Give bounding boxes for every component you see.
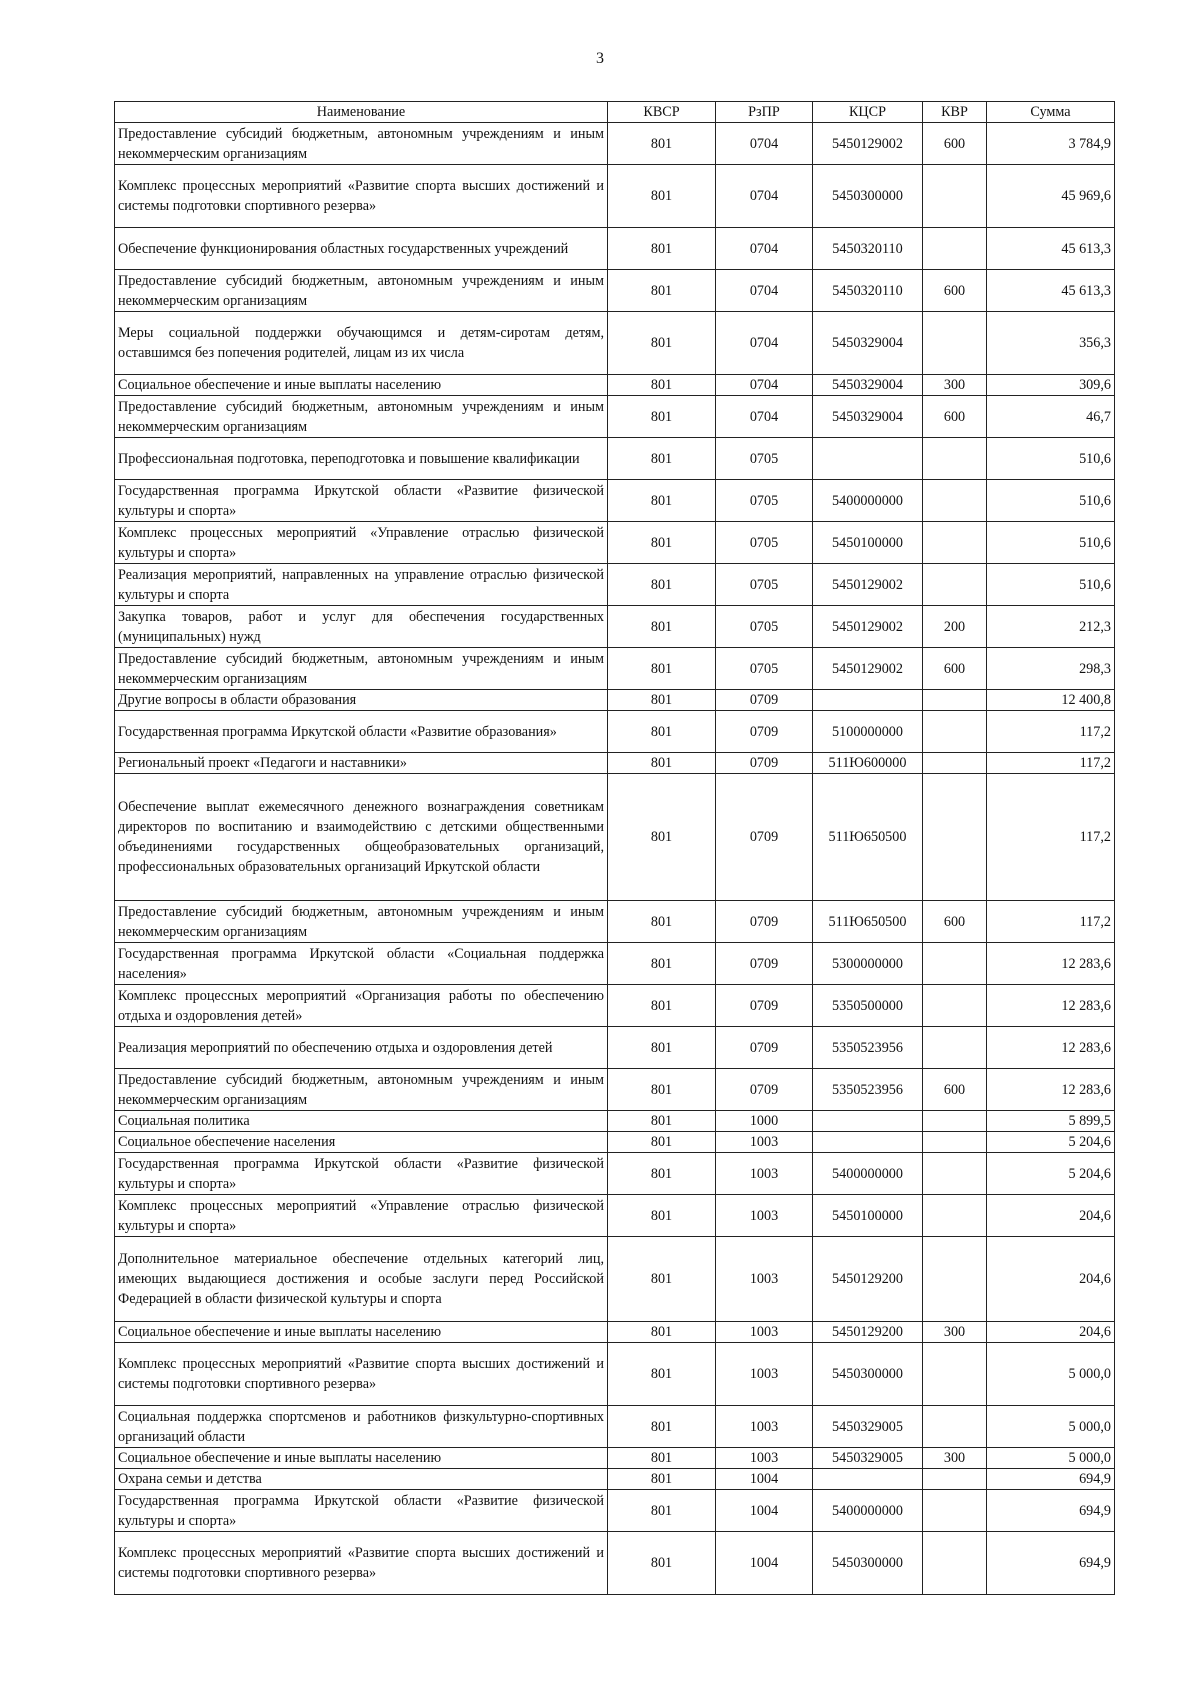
cell-rzpr: 0704 bbox=[716, 228, 813, 270]
table-row bbox=[115, 480, 1115, 522]
cell-kvr bbox=[923, 228, 987, 270]
table-row bbox=[115, 753, 1115, 774]
cell-kvsr: 801 bbox=[608, 438, 716, 480]
table-row bbox=[115, 1469, 1115, 1490]
cell-rzpr: 1003 bbox=[716, 1406, 813, 1448]
cell-sum: 45 969,6 bbox=[987, 165, 1115, 228]
cell-kcsr: 5450129002 bbox=[813, 564, 923, 606]
table-row bbox=[115, 1343, 1115, 1406]
cell-kvsr: 801 bbox=[608, 228, 716, 270]
cell-kcsr bbox=[813, 1469, 923, 1490]
cell-rzpr: 0705 bbox=[716, 438, 813, 480]
cell-rzpr: 1004 bbox=[716, 1469, 813, 1490]
cell-sum: 298,3 bbox=[987, 648, 1115, 690]
table-row bbox=[115, 438, 1115, 480]
cell-name: Предоставление субсидий бюджетным, автономным учреждениям и иным некоммерческим организациям bbox=[115, 123, 608, 165]
cell-kcsr: 5450320110 bbox=[813, 270, 923, 312]
cell-name: Социальная поддержка спортсменов и работников физкультурно-спортивных организаций области bbox=[115, 1406, 608, 1448]
cell-kvr bbox=[923, 480, 987, 522]
cell-sum: 12 400,8 bbox=[987, 690, 1115, 711]
cell-name: Социальное обеспечение и иные выплаты населению bbox=[115, 375, 608, 396]
cell-kvsr: 801 bbox=[608, 1448, 716, 1469]
cell-rzpr: 0704 bbox=[716, 270, 813, 312]
cell-kvsr: 801 bbox=[608, 1069, 716, 1111]
cell-kcsr: 5450100000 bbox=[813, 1195, 923, 1237]
cell-rzpr: 0705 bbox=[716, 648, 813, 690]
table-row bbox=[115, 165, 1115, 228]
cell-sum: 3 784,9 bbox=[987, 123, 1115, 165]
table-row bbox=[115, 522, 1115, 564]
cell-rzpr: 1003 bbox=[716, 1237, 813, 1322]
table-row bbox=[115, 606, 1115, 648]
cell-sum: 5 000,0 bbox=[987, 1343, 1115, 1406]
cell-sum: 45 613,3 bbox=[987, 228, 1115, 270]
cell-rzpr: 1003 bbox=[716, 1343, 813, 1406]
cell-kvr bbox=[923, 1132, 987, 1153]
cell-name: Социальное обеспечение и иные выплаты населению bbox=[115, 1322, 608, 1343]
cell-kvr bbox=[923, 1469, 987, 1490]
cell-kvr bbox=[923, 1027, 987, 1069]
cell-rzpr: 0704 bbox=[716, 312, 813, 375]
cell-rzpr: 0709 bbox=[716, 943, 813, 985]
cell-kvr bbox=[923, 1490, 987, 1532]
cell-kvsr: 801 bbox=[608, 1490, 716, 1532]
cell-kvsr: 801 bbox=[608, 165, 716, 228]
cell-sum: 12 283,6 bbox=[987, 1069, 1115, 1111]
cell-kvsr: 801 bbox=[608, 901, 716, 943]
cell-name: Предоставление субсидий бюджетным, автономным учреждениям и иным некоммерческим организациям bbox=[115, 1069, 608, 1111]
cell-rzpr: 0704 bbox=[716, 165, 813, 228]
cell-kvr: 300 bbox=[923, 375, 987, 396]
table-row bbox=[115, 396, 1115, 438]
cell-rzpr: 0705 bbox=[716, 480, 813, 522]
cell-name: Комплекс процессных мероприятий «Развитие спорта высших достижений и системы подготовки спортивного резерва» bbox=[115, 1343, 608, 1406]
cell-kcsr bbox=[813, 1132, 923, 1153]
cell-kvsr: 801 bbox=[608, 1237, 716, 1322]
cell-kvr bbox=[923, 1532, 987, 1595]
cell-kvsr: 801 bbox=[608, 480, 716, 522]
table-row bbox=[115, 312, 1115, 375]
cell-kvr: 600 bbox=[923, 396, 987, 438]
cell-sum: 12 283,6 bbox=[987, 943, 1115, 985]
cell-kcsr: 5450320110 bbox=[813, 228, 923, 270]
cell-rzpr: 0709 bbox=[716, 901, 813, 943]
cell-kcsr bbox=[813, 690, 923, 711]
cell-sum: 694,9 bbox=[987, 1469, 1115, 1490]
cell-sum: 117,2 bbox=[987, 774, 1115, 901]
cell-kcsr: 511Ю600000 bbox=[813, 753, 923, 774]
cell-name: Комплекс процессных мероприятий «Управление отраслью физической культуры и спорта» bbox=[115, 1195, 608, 1237]
cell-name: Охрана семьи и детства bbox=[115, 1469, 608, 1490]
cell-rzpr: 0709 bbox=[716, 1069, 813, 1111]
cell-sum: 45 613,3 bbox=[987, 270, 1115, 312]
cell-kvr: 600 bbox=[923, 648, 987, 690]
cell-kvr: 600 bbox=[923, 901, 987, 943]
cell-kcsr: 5400000000 bbox=[813, 480, 923, 522]
cell-kvsr: 801 bbox=[608, 1469, 716, 1490]
cell-kcsr: 5450329004 bbox=[813, 396, 923, 438]
cell-kvsr: 801 bbox=[608, 396, 716, 438]
cell-kvr bbox=[923, 438, 987, 480]
cell-kvr bbox=[923, 690, 987, 711]
table-row bbox=[115, 1132, 1115, 1153]
cell-rzpr: 1000 bbox=[716, 1111, 813, 1132]
cell-name: Закупка товаров, работ и услуг для обеспечения государственных (муниципальных) нужд bbox=[115, 606, 608, 648]
cell-name: Другие вопросы в области образования bbox=[115, 690, 608, 711]
cell-rzpr: 0709 bbox=[716, 690, 813, 711]
cell-rzpr: 1003 bbox=[716, 1195, 813, 1237]
cell-kvsr: 801 bbox=[608, 711, 716, 753]
cell-kcsr: 5450129002 bbox=[813, 648, 923, 690]
table-row bbox=[115, 123, 1115, 165]
cell-kcsr: 5450300000 bbox=[813, 1343, 923, 1406]
cell-kvr bbox=[923, 312, 987, 375]
cell-sum: 204,6 bbox=[987, 1195, 1115, 1237]
cell-kvsr: 801 bbox=[608, 774, 716, 901]
table-row bbox=[115, 1111, 1115, 1132]
table-row bbox=[115, 943, 1115, 985]
cell-kcsr: 5400000000 bbox=[813, 1153, 923, 1195]
cell-kcsr: 5450329005 bbox=[813, 1448, 923, 1469]
cell-name: Реализация мероприятий по обеспечению отдыха и оздоровления детей bbox=[115, 1027, 608, 1069]
cell-sum: 212,3 bbox=[987, 606, 1115, 648]
cell-kcsr: 5450300000 bbox=[813, 165, 923, 228]
table-row bbox=[115, 564, 1115, 606]
table-row bbox=[115, 1153, 1115, 1195]
cell-kvsr: 801 bbox=[608, 1343, 716, 1406]
cell-rzpr: 0704 bbox=[716, 123, 813, 165]
cell-kcsr: 5300000000 bbox=[813, 943, 923, 985]
cell-kvsr: 801 bbox=[608, 375, 716, 396]
cell-kvsr: 801 bbox=[608, 1132, 716, 1153]
cell-sum: 46,7 bbox=[987, 396, 1115, 438]
cell-rzpr: 0709 bbox=[716, 1027, 813, 1069]
table-row bbox=[115, 228, 1115, 270]
cell-kvsr: 801 bbox=[608, 985, 716, 1027]
cell-kvsr: 801 bbox=[608, 943, 716, 985]
cell-kcsr: 5350500000 bbox=[813, 985, 923, 1027]
budget-table bbox=[114, 101, 1115, 1595]
table-row bbox=[115, 1027, 1115, 1069]
cell-name: Комплекс процессных мероприятий «Развитие спорта высших достижений и системы подготовки спортивного резерва» bbox=[115, 1532, 608, 1595]
cell-kvr bbox=[923, 1343, 987, 1406]
cell-kvsr: 801 bbox=[608, 648, 716, 690]
cell-kvr bbox=[923, 711, 987, 753]
cell-name: Комплекс процессных мероприятий «Развитие спорта высших достижений и системы подготовки спортивного резерва» bbox=[115, 165, 608, 228]
table-row bbox=[115, 774, 1115, 901]
cell-kcsr: 5450329004 bbox=[813, 375, 923, 396]
cell-kvr: 300 bbox=[923, 1322, 987, 1343]
cell-sum: 117,2 bbox=[987, 901, 1115, 943]
cell-rzpr: 1003 bbox=[716, 1132, 813, 1153]
cell-kvr bbox=[923, 165, 987, 228]
cell-kvr: 600 bbox=[923, 123, 987, 165]
cell-kvsr: 801 bbox=[608, 753, 716, 774]
cell-name: Социальное обеспечение и иные выплаты населению bbox=[115, 1448, 608, 1469]
cell-kcsr: 5100000000 bbox=[813, 711, 923, 753]
table-row bbox=[115, 985, 1115, 1027]
cell-kcsr: 511Ю650500 bbox=[813, 901, 923, 943]
table-row bbox=[115, 1490, 1115, 1532]
cell-sum: 117,2 bbox=[987, 753, 1115, 774]
cell-rzpr: 1004 bbox=[716, 1490, 813, 1532]
cell-kvr: 600 bbox=[923, 1069, 987, 1111]
cell-name: Социальное обеспечение населения bbox=[115, 1132, 608, 1153]
header-sum: Сумма bbox=[987, 102, 1115, 123]
cell-kvr bbox=[923, 1406, 987, 1448]
cell-kvsr: 801 bbox=[608, 1111, 716, 1132]
cell-sum: 356,3 bbox=[987, 312, 1115, 375]
cell-kvsr: 801 bbox=[608, 690, 716, 711]
table-row bbox=[115, 1069, 1115, 1111]
cell-rzpr: 0709 bbox=[716, 774, 813, 901]
cell-sum: 117,2 bbox=[987, 711, 1115, 753]
header-kvsr: КВСР bbox=[608, 102, 716, 123]
cell-sum: 12 283,6 bbox=[987, 985, 1115, 1027]
cell-kcsr: 5350523956 bbox=[813, 1027, 923, 1069]
cell-rzpr: 0709 bbox=[716, 711, 813, 753]
table-row bbox=[115, 270, 1115, 312]
table-row bbox=[115, 375, 1115, 396]
cell-sum: 5 204,6 bbox=[987, 1132, 1115, 1153]
cell-kvr bbox=[923, 1153, 987, 1195]
table-row bbox=[115, 648, 1115, 690]
cell-kvsr: 801 bbox=[608, 1195, 716, 1237]
table-header-row bbox=[115, 102, 1115, 123]
cell-kvsr: 801 bbox=[608, 1406, 716, 1448]
cell-kvr: 600 bbox=[923, 270, 987, 312]
cell-name: Меры социальной поддержки обучающимся и детям-сиротам детям, оставшимся без попечения родителей, лицам из их числа bbox=[115, 312, 608, 375]
cell-kvr bbox=[923, 1111, 987, 1132]
cell-kvsr: 801 bbox=[608, 312, 716, 375]
cell-kvr bbox=[923, 985, 987, 1027]
cell-name: Государственная программа Иркутской области «Развитие физической культуры и спорта» bbox=[115, 1490, 608, 1532]
cell-name: Государственная программа Иркутской области «Развитие образования» bbox=[115, 711, 608, 753]
cell-rzpr: 1003 bbox=[716, 1448, 813, 1469]
table-row bbox=[115, 711, 1115, 753]
table-row bbox=[115, 1237, 1115, 1322]
cell-sum: 510,6 bbox=[987, 438, 1115, 480]
cell-sum: 510,6 bbox=[987, 522, 1115, 564]
cell-name: Социальная политика bbox=[115, 1111, 608, 1132]
cell-name: Обеспечение функционирования областных государственных учреждений bbox=[115, 228, 608, 270]
cell-kvsr: 801 bbox=[608, 1322, 716, 1343]
cell-rzpr: 1003 bbox=[716, 1153, 813, 1195]
header-kvr: КВР bbox=[923, 102, 987, 123]
table-row bbox=[115, 1448, 1115, 1469]
cell-kcsr: 5450329004 bbox=[813, 312, 923, 375]
cell-name: Предоставление субсидий бюджетным, автономным учреждениям и иным некоммерческим организациям bbox=[115, 648, 608, 690]
cell-kcsr bbox=[813, 1111, 923, 1132]
cell-kvsr: 801 bbox=[608, 1153, 716, 1195]
cell-rzpr: 0709 bbox=[716, 985, 813, 1027]
cell-sum: 510,6 bbox=[987, 480, 1115, 522]
cell-sum: 12 283,6 bbox=[987, 1027, 1115, 1069]
cell-name: Предоставление субсидий бюджетным, автономным учреждениям и иным некоммерческим организациям bbox=[115, 396, 608, 438]
table-row bbox=[115, 1406, 1115, 1448]
cell-name: Обеспечение выплат ежемесячного денежного вознаграждения советникам директоров по воспитанию и взаимодействию с детскими общественными объединениями государственных общеобразовательных организаций, профессиональных образовательных организаций Иркутской области bbox=[115, 774, 608, 901]
cell-kvsr: 801 bbox=[608, 606, 716, 648]
cell-name: Государственная программа Иркутской области «Социальная поддержка населения» bbox=[115, 943, 608, 985]
cell-sum: 204,6 bbox=[987, 1237, 1115, 1322]
cell-name: Предоставление субсидий бюджетным, автономным учреждениям и иным некоммерческим организациям bbox=[115, 901, 608, 943]
page-number: 3 bbox=[596, 50, 604, 67]
table-row bbox=[115, 1322, 1115, 1343]
cell-name: Государственная программа Иркутской области «Развитие физической культуры и спорта» bbox=[115, 480, 608, 522]
cell-sum: 5 204,6 bbox=[987, 1153, 1115, 1195]
cell-kcsr: 511Ю650500 bbox=[813, 774, 923, 901]
cell-name: Дополнительное материальное обеспечение отдельных категорий лиц, имеющих выдающиеся достижения и особые заслуги перед Российской Федерацией в области физической культуры и спорта bbox=[115, 1237, 608, 1322]
cell-kvr bbox=[923, 1237, 987, 1322]
cell-kvr: 300 bbox=[923, 1448, 987, 1469]
cell-kcsr: 5450129002 bbox=[813, 123, 923, 165]
table-row bbox=[115, 690, 1115, 711]
cell-name: Региональный проект «Педагоги и наставники» bbox=[115, 753, 608, 774]
cell-rzpr: 0704 bbox=[716, 375, 813, 396]
cell-kvr bbox=[923, 522, 987, 564]
cell-rzpr: 0705 bbox=[716, 564, 813, 606]
cell-kcsr: 5450100000 bbox=[813, 522, 923, 564]
cell-kvsr: 801 bbox=[608, 1532, 716, 1595]
cell-kvr bbox=[923, 753, 987, 774]
cell-sum: 5 000,0 bbox=[987, 1448, 1115, 1469]
cell-rzpr: 1004 bbox=[716, 1532, 813, 1595]
cell-kvsr: 801 bbox=[608, 123, 716, 165]
header-name: Наименование bbox=[115, 102, 608, 123]
cell-kcsr: 5350523956 bbox=[813, 1069, 923, 1111]
table-row bbox=[115, 1532, 1115, 1595]
cell-kvsr: 801 bbox=[608, 564, 716, 606]
cell-kcsr: 5450129200 bbox=[813, 1322, 923, 1343]
cell-kcsr: 5450129200 bbox=[813, 1237, 923, 1322]
cell-kvr bbox=[923, 774, 987, 901]
cell-sum: 694,9 bbox=[987, 1490, 1115, 1532]
cell-name: Профессиональная подготовка, переподготовка и повышение квалификации bbox=[115, 438, 608, 480]
cell-sum: 309,6 bbox=[987, 375, 1115, 396]
cell-rzpr: 0705 bbox=[716, 522, 813, 564]
cell-kvsr: 801 bbox=[608, 270, 716, 312]
cell-kcsr bbox=[813, 438, 923, 480]
cell-sum: 694,9 bbox=[987, 1532, 1115, 1595]
cell-sum: 204,6 bbox=[987, 1322, 1115, 1343]
cell-rzpr: 0709 bbox=[716, 753, 813, 774]
header-kcsr: КЦСР bbox=[813, 102, 923, 123]
cell-kcsr: 5450129002 bbox=[813, 606, 923, 648]
cell-rzpr: 0705 bbox=[716, 606, 813, 648]
cell-kvr: 200 bbox=[923, 606, 987, 648]
cell-name: Реализация мероприятий, направленных на управление отраслью физической культуры и спорта bbox=[115, 564, 608, 606]
cell-name: Предоставление субсидий бюджетным, автономным учреждениям и иным некоммерческим организациям bbox=[115, 270, 608, 312]
table-row bbox=[115, 1195, 1115, 1237]
cell-kvsr: 801 bbox=[608, 1027, 716, 1069]
cell-name: Комплекс процессных мероприятий «Управление отраслью физической культуры и спорта» bbox=[115, 522, 608, 564]
cell-kcsr: 5400000000 bbox=[813, 1490, 923, 1532]
cell-rzpr: 0704 bbox=[716, 396, 813, 438]
cell-kvsr: 801 bbox=[608, 522, 716, 564]
cell-sum: 5 899,5 bbox=[987, 1111, 1115, 1132]
cell-name: Комплекс процессных мероприятий «Организация работы по обеспечению отдыха и оздоровления детей» bbox=[115, 985, 608, 1027]
cell-name: Государственная программа Иркутской области «Развитие физической культуры и спорта» bbox=[115, 1153, 608, 1195]
cell-kvr bbox=[923, 1195, 987, 1237]
cell-sum: 510,6 bbox=[987, 564, 1115, 606]
cell-kcsr: 5450329005 bbox=[813, 1406, 923, 1448]
cell-kvr bbox=[923, 943, 987, 985]
header-rzpr: РзПР bbox=[716, 102, 813, 123]
table-row bbox=[115, 901, 1115, 943]
cell-sum: 5 000,0 bbox=[987, 1406, 1115, 1448]
cell-kcsr: 5450300000 bbox=[813, 1532, 923, 1595]
cell-rzpr: 1003 bbox=[716, 1322, 813, 1343]
cell-kvr bbox=[923, 564, 987, 606]
